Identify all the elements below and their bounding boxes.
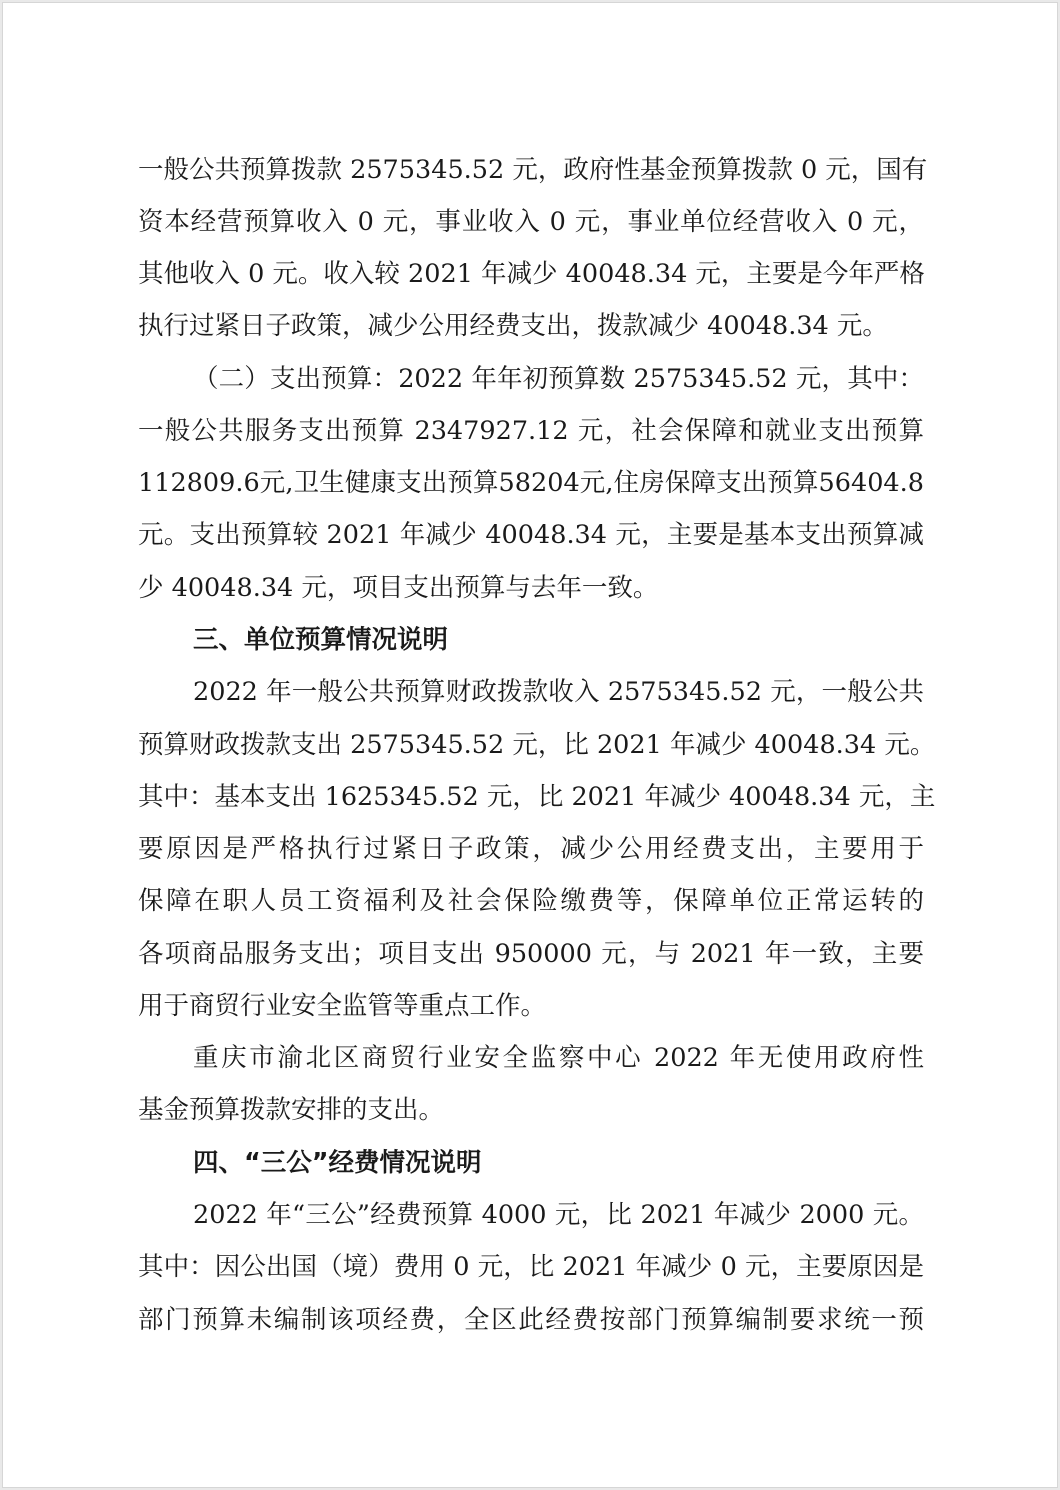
paragraph-line: 一般公共服务支出预算 2347927.12 元，社会保障和就业支出预算 (138, 416, 924, 446)
paragraph-line: 112809.6元,卫生健康支出预算58204元,住房保障支出预算56404.8 (138, 468, 924, 498)
paragraph-line: 部门预算未编制该项经费，全区此经费按部门预算编制要求统一预 (138, 1305, 924, 1335)
paragraph-line: 用于商贸行业安全监管等重点工作。 (138, 991, 547, 1021)
paragraph-line: 一般公共预算拨款 2575345.52 元，政府性基金预算拨款 0 元，国有 (138, 155, 928, 185)
paragraph-line: （二）支出预算：2022 年年初预算数 2575345.52 元，其中： (193, 364, 924, 394)
paragraph-line: 其他收入 0 元。收入较 2021 年减少 40048.34 元，主要是今年严格 (138, 259, 925, 289)
paragraph-line: 资本经营预算收入 0 元，事业收入 0 元，事业单位经营收入 0 元， (138, 207, 924, 237)
paragraph-line: 基金预算拨款安排的支出。 (138, 1095, 445, 1125)
paragraph-line: 各项商品服务支出；项目支出 950000 元，与 2021 年一致，主要 (138, 939, 924, 969)
paragraph-line: 其中：因公出国（境）费用 0 元，比 2021 年减少 0 元，主要原因是 (138, 1252, 924, 1282)
paragraph-line: 2022 年一般公共预算财政拨款收入 2575345.52 元，一般公共 (193, 677, 924, 707)
paragraph-line: 2022 年“三公”经费预算 4000 元，比 2021 年减少 2000 元。 (193, 1200, 924, 1230)
paragraph-line: 少 40048.34 元，项目支出预算与去年一致。 (138, 573, 659, 603)
paragraph-line: 其中：基本支出 1625345.52 元，比 2021 年减少 40048.34 元，主 (138, 782, 936, 812)
section-heading: 四、“三公”经费情况说明 (193, 1148, 482, 1178)
paragraph-line: 元。支出预算较 2021 年减少 40048.34 元，主要是基本支出预算减 (138, 520, 924, 550)
paragraph-line: 要原因是严格执行过紧日子政策，减少公用经费支出，主要用于 (138, 834, 924, 864)
paragraph-line: 重庆市渝北区商贸行业安全监察中心 2022 年无使用政府性 (193, 1043, 924, 1073)
paragraph-line: 保障在职人员工资福利及社会保险缴费等，保障单位正常运转的 (138, 886, 924, 916)
paragraph-line: 执行过紧日子政策，减少公用经费支出，拨款减少 40048.34 元。 (138, 311, 888, 341)
paragraph-line: 预算财政拨款支出 2575345.52 元，比 2021 年减少 40048.34 元。 (138, 730, 936, 760)
section-heading: 三、单位预算情况说明 (193, 625, 449, 655)
